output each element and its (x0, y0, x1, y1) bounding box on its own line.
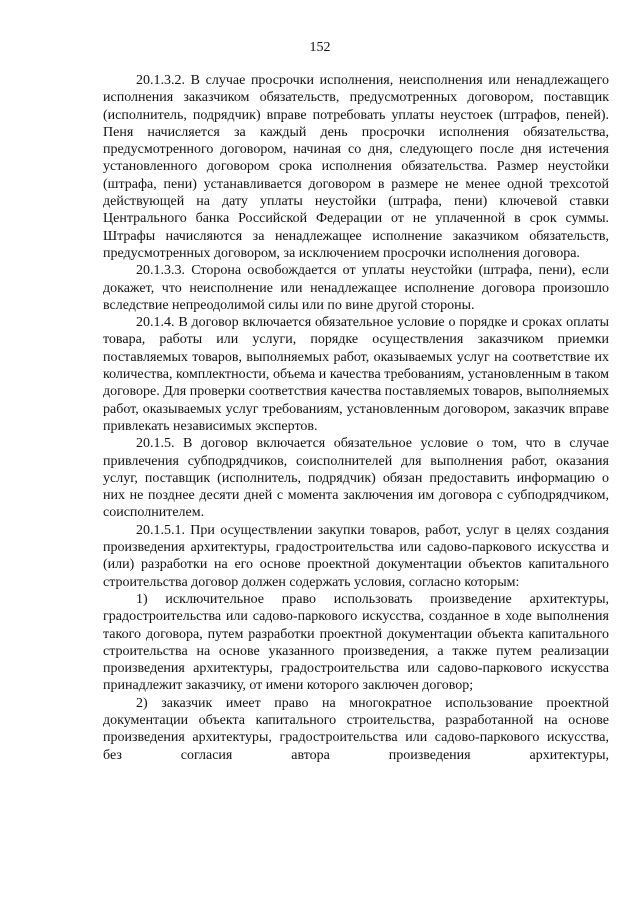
paragraph-20-1-3-2: 20.1.3.2. В случае просрочки исполнения, неисполнения или ненадлежащего исполнения заказчиком обязательств, предусмотренных договором, поставщик (исполнитель, подрядчик) вправе потребовать уплаты неустоек (штрафов, пеней). Пеня начисляется за каждый день просрочки исполнения обязательства, предусмотренного договором, начиная со дня, следующего после дня истечения установленного договором срока исполнения обязательства. Размер неустойки (штрафа, пени) устанавливается договором в размере не менее одной трехсотой действующей на дату уплаты неустойки (штрафа, пени) ключевой ставки Центрального банка Российской Федерации от не уплаченной в срок суммы. Штрафы начисляются за ненадлежащее исполнение заказчиком обязательств, предусмотренных договором, за исключением просрочки исполнения договора. (103, 73, 609, 261)
paragraph-20-1-3-3: 20.1.3.3. Сторона освобождается от уплаты неустойки (штрафа, пени), если докажет, что неисполнение или ненадлежащее исполнение договора произошло вследствие непреодолимой силы или по вине другой стороны. (103, 263, 609, 313)
paragraph-20-1-5-1: 20.1.5.1. При осуществлении закупки товаров, работ, услуг в целях создания произведения архитектуры, градостроительства или садово-паркового искусства и (или) разработки на его основе проектной документации объектов капитального строительства договор должен содержать условия, согласно которым: (103, 522, 609, 590)
document-body (103, 72, 609, 764)
list-item-1: 1) исключительное право использовать произведение архитектуры, градостроительства или садово-паркового искусства, созданное в ходе выполнения такого договора, путем разработки проектной документации объекта капитального строительства на основе указанного произведения, а также путем реализации произведения архитектуры, градостроительства или садово-паркового искусства принадлежит заказчику, от имени которого заключен договор; (103, 591, 609, 694)
page-number: 152 (309, 40, 331, 55)
paragraph-20-1-4: 20.1.4. В договор включается обязательное условие о порядке и сроках оплаты товара, работы или услуги, порядке осуществления заказчиком приемки поставляемых товаров, выполняемых работ, оказываемых услуг на соответствие их количества, комплектности, объема и качества требованиям, установленным в таком договоре. Для проверки соответствия качества поставляемых товаров, выполняемых работ, оказываемых услуг требованиям, установленным договором, заказчик вправе привлекать независимых экспертов. (103, 315, 609, 434)
list-item-2: 2) заказчик имеет право на многократное использование проектной документации объекта капитального строительства, разработанной на основе произведения архитектуры, градостроительства или садово-паркового искусства, без согласия автора произведения архитектуры, (103, 695, 609, 763)
paragraph-20-1-5: 20.1.5. В договор включается обязательное условие о том, что в случае привлечения субподрядчиков, соисполнителей для выполнения работ, оказания услуг, поставщик (исполнитель, подрядчик) обязан предоставить информацию о них не позднее десяти дней с момента заключения им договора с субподрядчиком, соисполнителем. (103, 436, 609, 521)
